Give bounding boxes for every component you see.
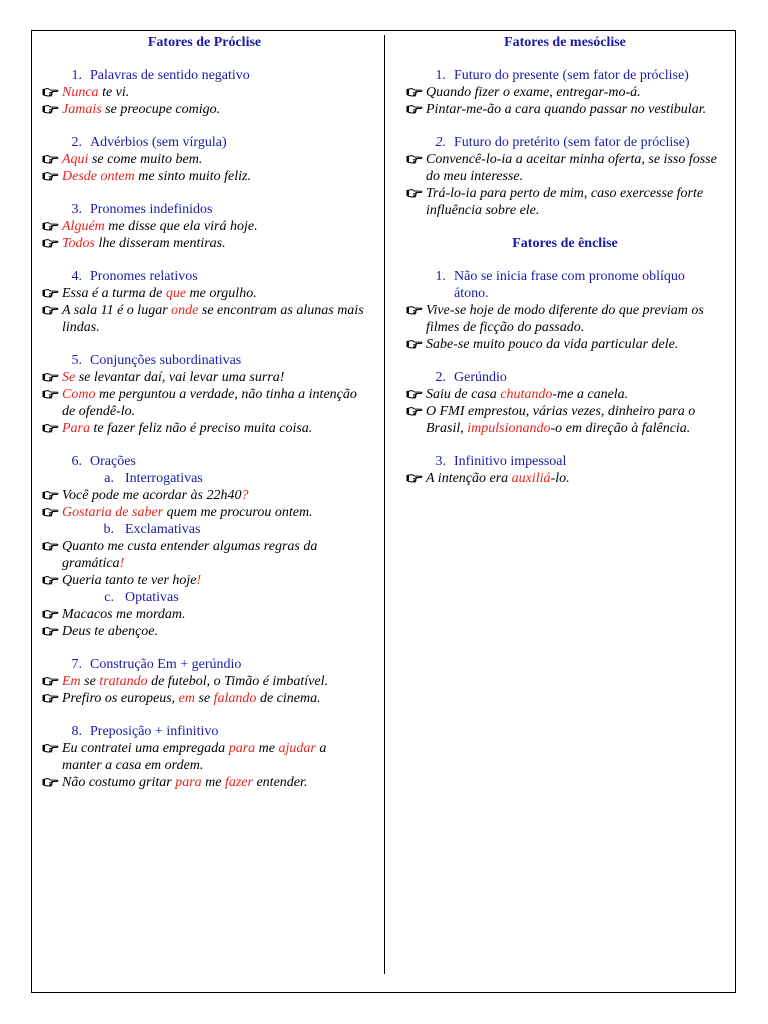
section-heading: 8. Preposição + infinitivo (71, 724, 219, 739)
example-item: A sala 11 é o lugar onde se encontram as alunas mais lindas. (41, 302, 368, 336)
example-item: Prefiro os europeus, em se falando de cinema. (41, 690, 368, 707)
example-item: Como me perguntou a verdade, não tinha a intenção de ofendê-lo. (41, 386, 368, 420)
section-heading: 2. Futuro do pretérito (sem fator de próclise) (435, 135, 690, 150)
example-item: Saiu de casa chutando-me a canela. (405, 386, 725, 403)
right-column (405, 34, 725, 487)
section-heading: 3. Pronomes indefinidos (71, 202, 213, 217)
pointing-hand-icon (42, 285, 59, 302)
example-item: Quando fizer o exame, entregar-mo-á. (405, 84, 725, 101)
pointing-hand-icon (42, 168, 59, 185)
pointing-hand-icon (42, 538, 59, 555)
section-heading: 2. Advérbios (sem vírgula) (71, 135, 227, 150)
pointing-hand-icon (42, 151, 59, 168)
mesoclise-title: Fatores de mesóclise (504, 35, 626, 50)
pointing-hand-icon (42, 302, 59, 319)
example-item: Queria tanto te ver hoje! (41, 572, 368, 589)
pointing-hand-icon (42, 774, 59, 791)
subsection-heading: c. Optativas (104, 590, 179, 605)
example-item: Pintar-me-ão a cara quando passar no vestibular. (405, 101, 725, 118)
pointing-hand-icon (42, 487, 59, 504)
example-item: Se se levantar daí, vai levar uma surra! (41, 369, 368, 386)
example-item: Para te fazer feliz não é preciso muita coisa. (41, 420, 368, 437)
example-item: Todos lhe disseram mentiras. (41, 235, 368, 252)
enclise-title: Fatores de ênclise (512, 236, 618, 251)
section-heading: 1. Não se inicia frase com pronome oblíquo (435, 269, 685, 284)
pointing-hand-icon (42, 673, 59, 690)
example-item: Macacos me mordam. (41, 606, 368, 623)
example-item: Trá-lo-ia para perto de mim, caso exercesse forte influência sobre ele. (405, 185, 725, 219)
example-item: Deus te abençoe. (41, 623, 368, 640)
example-item: A intenção era auxiliá-lo. (405, 470, 725, 487)
pointing-hand-icon (42, 504, 59, 521)
pointing-hand-icon (42, 369, 59, 386)
pointing-hand-icon (42, 386, 59, 403)
example-item: Convencê-lo-ia a aceitar minha oferta, se isso fosse do meu interesse. (405, 151, 725, 185)
example-item: Alguém me disse que ela virá hoje. (41, 218, 368, 235)
example-item: O FMI emprestou, várias vezes, dinheiro para o Brasil, impulsionando-o em direção à falência. (405, 403, 725, 437)
example-item: Jamais se preocupe comigo. (41, 101, 368, 118)
example-item: Não costumo gritar para me fazer entender. (41, 774, 368, 791)
example-item: Nunca te vi. (41, 84, 368, 101)
section-heading-continued: átono. (454, 286, 489, 301)
section-heading: 6. Orações (71, 454, 136, 469)
left-column (41, 34, 368, 791)
subsection-heading: b. Exclamativas (103, 522, 201, 537)
pointing-hand-icon (42, 690, 59, 707)
pointing-hand-icon (42, 740, 59, 757)
subsection-heading: a. Interrogativas (104, 471, 203, 486)
section-heading: 7. Construção Em + gerúndio (71, 657, 242, 672)
example-item: Gostaria de saber quem me procurou ontem. (41, 504, 368, 521)
example-item: Vive-se hoje de modo diferente do que previam os filmes de ficção do passado. (405, 302, 725, 336)
pointing-hand-icon (406, 84, 423, 101)
pointing-hand-icon (406, 336, 423, 353)
pointing-hand-icon (42, 623, 59, 640)
example-item: Aqui se come muito bem. (41, 151, 368, 168)
pointing-hand-icon (406, 470, 423, 487)
pointing-hand-icon (406, 185, 423, 202)
section-heading: 1. Palavras de sentido negativo (71, 68, 250, 83)
example-item: Essa é a turma de que me orgulho. (41, 285, 368, 302)
example-item: Quanto me custa entender algumas regras da gramática! (41, 538, 368, 572)
pointing-hand-icon (406, 101, 423, 118)
section-heading: 3. Infinitivo impessoal (435, 454, 567, 469)
pointing-hand-icon (406, 386, 423, 403)
section-heading: 1. Futuro do presente (sem fator de próclise) (435, 68, 689, 83)
example-item: Você pode me acordar às 22h40? (41, 487, 368, 504)
proclise-title: Fatores de Próclise (147, 35, 262, 50)
example-item: Em se tratando de futebol, o Timão é imbatível. (41, 673, 368, 690)
pointing-hand-icon (42, 218, 59, 235)
pointing-hand-icon (42, 572, 59, 589)
pointing-hand-icon (406, 302, 423, 319)
column-divider (384, 35, 385, 974)
pointing-hand-icon (42, 235, 59, 252)
example-item: Eu contratei uma empregada para me ajudar a manter a casa em ordem. (41, 740, 368, 774)
pointing-hand-icon (42, 420, 59, 437)
example-item: Sabe-se muito pouco da vida particular dele. (405, 336, 725, 353)
section-heading: 2. Gerúndio (435, 370, 507, 385)
section-heading: 4. Pronomes relativos (71, 269, 198, 284)
pointing-hand-icon (406, 403, 423, 420)
section-heading: 5. Conjunções subordinativas (71, 353, 242, 368)
pointing-hand-icon (42, 606, 59, 623)
pointing-hand-icon (42, 101, 59, 118)
pointing-hand-icon (406, 151, 423, 168)
example-item: Desde ontem me sinto muito feliz. (41, 168, 368, 185)
pointing-hand-icon (42, 84, 59, 101)
